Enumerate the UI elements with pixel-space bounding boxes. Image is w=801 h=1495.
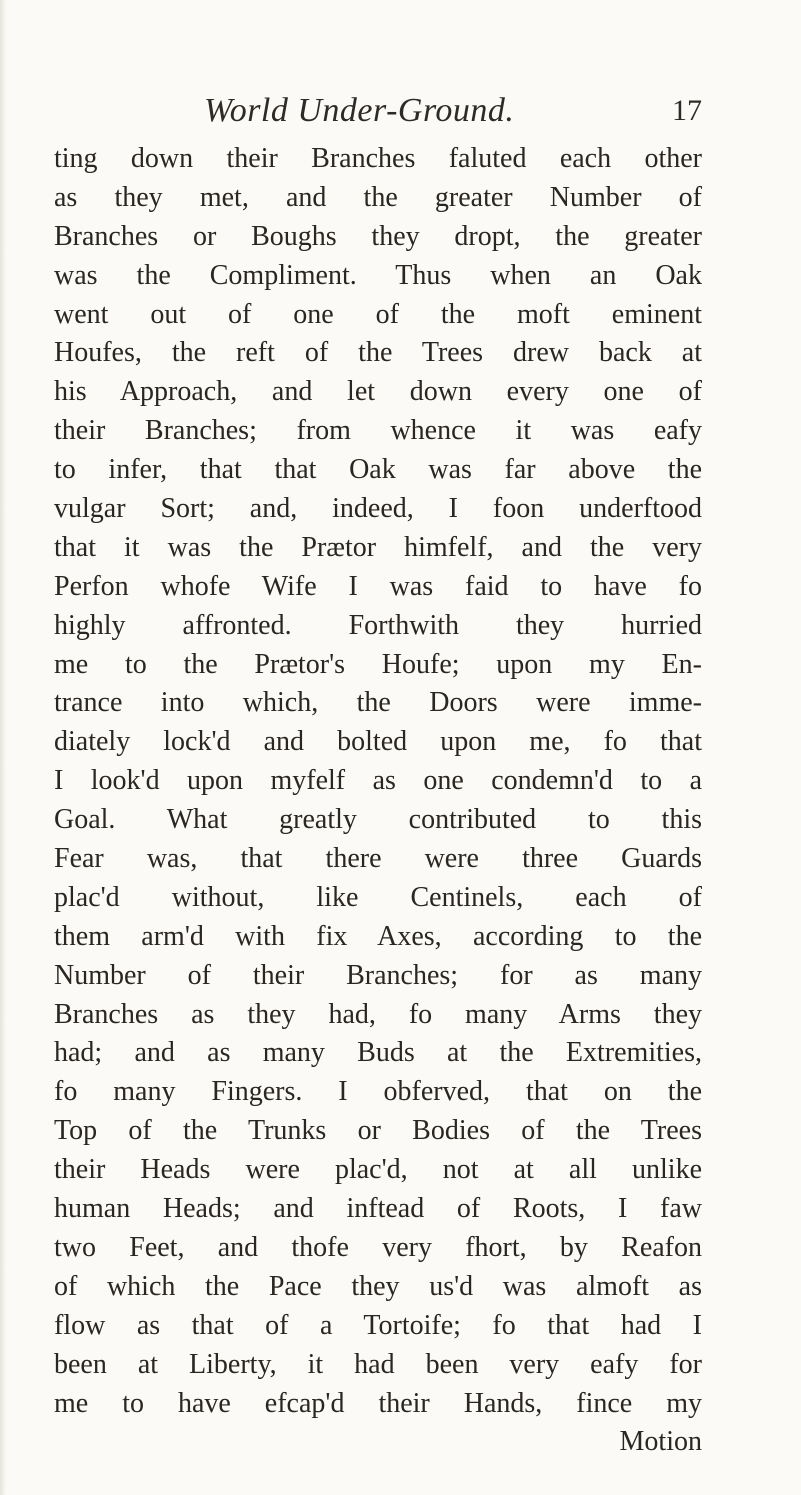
text-line: been at Liberty, it had been very eafy for — [54, 1348, 702, 1380]
text-line: Branches or Boughs they dropt, the greater — [54, 220, 702, 252]
text-line: his Approach, and let down every one of — [54, 376, 702, 408]
text-line: fo many Fingers. I obferved, that on the — [54, 1076, 702, 1108]
running-head: World Under-Ground. — [204, 92, 515, 129]
catchword: Motion — [619, 1426, 702, 1458]
page-header — [54, 92, 702, 138]
text-line: plac'd without, like Centinels, each of — [54, 881, 702, 913]
text-line: Top of the Trunks or Bodies of the Trees — [54, 1115, 702, 1147]
text-line: as they met, and the greater Number of — [54, 181, 702, 213]
text-line: diately lock'd and bolted upon me, fo that — [54, 726, 702, 758]
text-line: of which the Pace they us'd was almoft as — [54, 1270, 702, 1302]
text-line: had; and as many Buds at the Extremities, — [54, 1037, 702, 1069]
text-line: ting down their Branches faluted each other — [54, 143, 702, 174]
text-line: that it was the Prætor himfelf, and the very — [54, 531, 702, 563]
text-line: Houfes, the reft of the Trees drew back at — [54, 337, 702, 369]
text-line: highly affronted. Forthwith they hurried — [54, 609, 702, 641]
text-line: vulgar Sort; and, indeed, I foon underftood — [54, 493, 702, 525]
text-line: to infer, that that Oak was far above the — [54, 454, 702, 486]
text-line: trance into which, the Doors were imme- — [54, 687, 702, 719]
text-line: Branches as they had, fo many Arms they — [54, 998, 702, 1030]
text-line: me to the Prætor's Houfe; upon my En- — [54, 648, 702, 680]
text-line: them arm'd with fix Axes, according to the — [54, 920, 702, 952]
text-line: Number of their Branches; for as many — [54, 959, 702, 991]
text-line: Goal. What greatly contributed to this — [54, 804, 702, 836]
text-line: was the Compliment. Thus when an Oak — [54, 259, 702, 291]
text-line: flow as that of a Tortoife; fo that had I — [54, 1309, 702, 1341]
text-line: their Branches; from whence it was eafy — [54, 415, 702, 447]
text-line: human Heads; and inftead of Roots, I faw — [54, 1193, 702, 1225]
text-line: me to have efcap'd their Hands, fince my — [54, 1387, 702, 1419]
text-line: Perfon whofe Wife I was faid to have fo — [54, 570, 702, 602]
page-gutter-shadow — [0, 0, 6, 1495]
text-line: Fear was, that there were three Guards — [54, 843, 702, 875]
text-line: two Feet, and thofe very fhort, by Reafon — [54, 1231, 702, 1263]
text-line: their Heads were plac'd, not at all unlike — [54, 1154, 702, 1186]
page-number: 17 — [672, 94, 702, 127]
text-line: I look'd upon myfelf as one condemn'd to a — [54, 765, 702, 797]
text-line: went out of one of the moft eminent — [54, 298, 702, 330]
body-text — [54, 140, 702, 1462]
